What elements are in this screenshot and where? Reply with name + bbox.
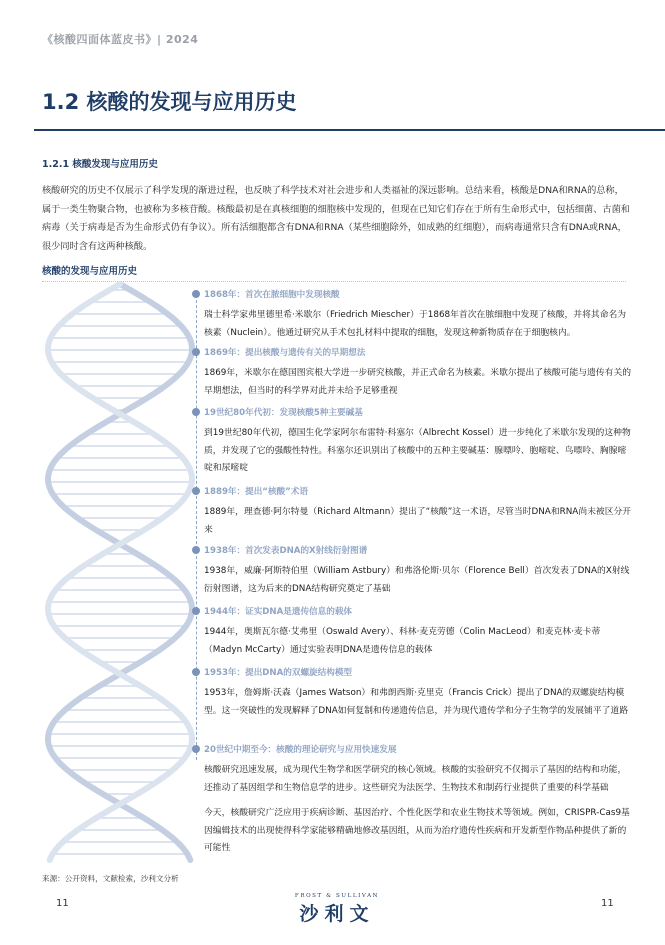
timeline-event-mid-20th-century [196, 741, 632, 858]
timeline-dot [192, 487, 200, 495]
timeline-dot [192, 546, 200, 554]
timeline-event-1953 [196, 664, 632, 720]
brand-logo [282, 893, 392, 926]
event-description: 瑞士科学家弗里德里希·米歇尔（Friedrich Miescher）于1868年首次在脓细胞中发现了核酸，并将其命名为核素（Nuclein）。他通过研究从手术包扎材料中提取的细胞，发现这种新物质存在于细胞核内。 [204, 310, 627, 338]
brand-name-english: FROST & SULLIVAN [294, 893, 380, 899]
timeline-event-1889 [196, 483, 632, 539]
event-title: 1953年：提出DNA的双螺旋结构模型 [204, 668, 353, 678]
intro-paragraph: 核酸研究的历史不仅展示了科学发现的渐进过程，也反映了科学技术对社会进步和人类福祉的深远影响。总结来看，核酸是DNA和RNA的总称，属于一类生物聚合物，也被称为多核苷酸。核酸最初是在真核细胞的细胞核中发现的，但现在已知它们存在于所有生命形式中，包括细菌、古菌和病毒（关于病毒是否为生命形式仍有争议）。所有活细胞都含有DNA和RNA（某些细胞除外，如成熟的红细胞），而病毒通常只含有DNA或RNA，很少同时含有这两种核酸。 [42, 185, 630, 252]
timeline-dot [192, 290, 200, 298]
timeline-event-1944 [196, 603, 632, 659]
timeline-event-1869 [196, 344, 632, 400]
event-title: 1869年：提出核酸与遗传有关的早期想法 [204, 348, 366, 358]
event-title: 1889年：提出“核酸”术语 [204, 487, 308, 497]
event-description: 1889年，理查德·阿尔特曼（Richard Altmann）提出了“核酸”这一术语，尽管当时DNA和RNA尚未被区分开来 [204, 507, 632, 535]
report-header-title: 《核酸四面体蓝皮书》| 2024 [42, 33, 199, 46]
timeline-dot [192, 607, 200, 615]
event-description: 核酸研究迅速发展，成为现代生物学和医学研究的核心领域。核酸的实验研究不仅揭示了基因的结构和功能，还推动了基因组学和生物信息学的进步。这些研究为法医学、生物技术和制药行业提供了重要的科学基础 [204, 765, 627, 793]
event-description-continued: 今天，核酸研究广泛应用于疾病诊断、基因治疗、个性化医学和农业生物技术等领域。例如，CRISPR-Cas9基因编辑技术的出现使得科学家能够精确地修改基因组，从而为治疗遗传性疾病和开发新型作物品种提供了新的可能性 [204, 808, 630, 853]
figure-title: 核酸的发现与应用历史 [42, 266, 138, 277]
page-number-right: 11 [601, 898, 614, 909]
event-description: 1869年，米歇尔在德国图宾根大学进一步研究核酸，并正式命名为核素。米歇尔提出了核酸可能与遗传有关的早期想法，但当时的科学界对此并未给予足够重视 [204, 368, 632, 396]
timeline-dot [192, 668, 200, 676]
timeline-event-1868 [196, 286, 632, 342]
event-title: 1868年：首次在脓细胞中发现核酸 [204, 290, 340, 300]
brand-name-chinese: 沙利文 [299, 903, 375, 925]
section-divider [34, 129, 665, 131]
timeline-event-1880s [196, 404, 632, 478]
event-title: 1938年：首次发表DNA的X射线衍射图谱 [204, 546, 368, 556]
timeline-dot [192, 348, 200, 356]
source-note: 来源：公开资料，文献检索，沙利文分析 [42, 874, 179, 883]
timeline-dot [192, 745, 200, 753]
dna-helix-illustration [20, 278, 220, 868]
event-description: 到19世纪80年代初，德国生化学家阿尔布雷特·科塞尔（Albrecht Kossel）进一步纯化了米歇尔发现的这种物质，并发现了它的强酸性特性。科塞尔还识别出了核酸中的五种主要碱基：腺嘌呤、胞嘧啶、鸟嘌呤、胸腺嘧啶和尿嘧啶 [204, 428, 631, 473]
event-title: 20世纪中期至今：核酸的理论研究与应用快速发展 [204, 745, 397, 755]
event-description: 1944年，奥斯瓦尔德·艾弗里（Oswald Avery）、科林·麦克劳德（Colin MacLeod）和麦克林·麦卡蒂（Madyn McCarty）通过实验表明DNA是遗传信息的载体 [204, 627, 601, 655]
event-description: 1938年，威廉·阿斯特伯里（William Astbury）和弗洛伦斯·贝尔（Florence Bell）首次发表了DNA的X射线衍射图谱，这为后来的DNA结构研究奠定了基础 [204, 566, 630, 594]
event-title: 1944年：证实DNA是遗传信息的载体 [204, 607, 353, 617]
timeline-event-1938 [196, 542, 632, 598]
event-title: 19世纪80年代初：发现核酸5种主要碱基 [204, 408, 363, 418]
event-description: 1953年，詹姆斯·沃森（James Watson）和弗朗西斯·克里克（Francis Crick）提出了DNA的双螺旋结构模型。这一突破性的发现解释了DNA如何复制和传递遗传信息，并为现代遗传学和分子生物学的发展铺平了道路 [204, 688, 629, 716]
subsection-title: 1.2.1 核酸发现与应用历史 [42, 159, 158, 170]
timeline-dot [192, 408, 200, 416]
page-number-left: 11 [56, 898, 69, 909]
section-title: 1.2 核酸的发现与应用历史 [42, 90, 297, 114]
